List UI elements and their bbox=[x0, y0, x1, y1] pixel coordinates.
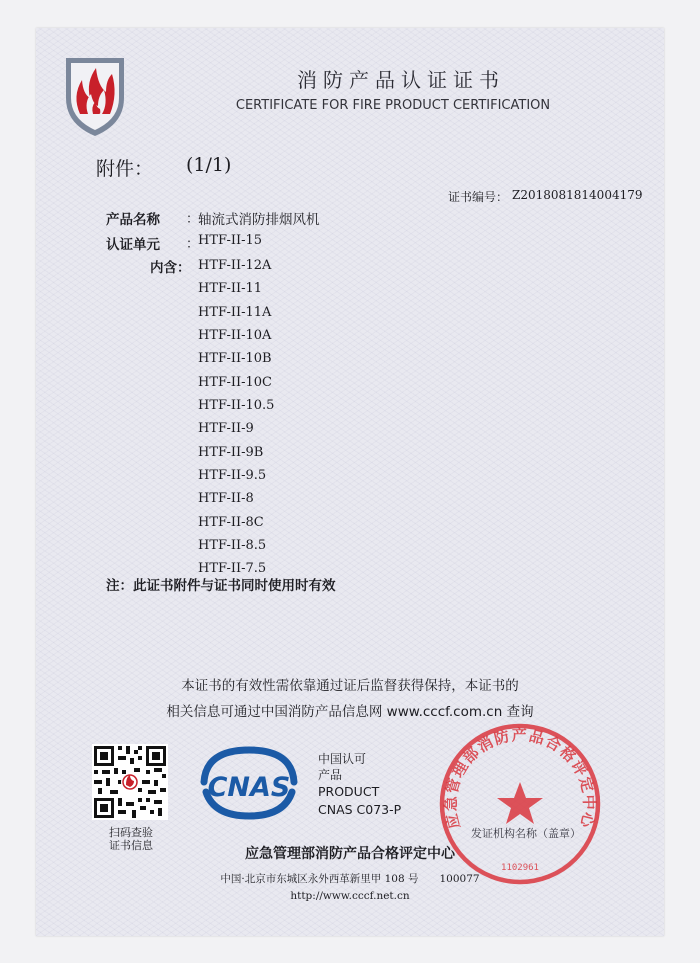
seal-serial: 1102961 bbox=[501, 863, 539, 873]
model-item: HTF-II-12A bbox=[198, 258, 272, 273]
certification-unit-label: 认证单元 bbox=[106, 237, 160, 253]
model-item: HTF-II-8.5 bbox=[198, 538, 267, 554]
model-item: HTF-II-10A bbox=[198, 328, 272, 344]
certificate-number-label: 证书编号： bbox=[448, 190, 509, 204]
fire-emblem-logo bbox=[60, 44, 130, 138]
product-name-label: 产品名称 bbox=[106, 212, 160, 228]
model-item: HTF-II-10.5 bbox=[198, 398, 275, 414]
seal-star-icon bbox=[497, 782, 543, 824]
svg-text:应急管理部消防产品合格评定中心 bbox=[442, 726, 598, 831]
issuer-address: 中国·北京市东城区永外西革新里甲 108 号 100077 bbox=[220, 873, 480, 885]
issuer-name: 应急管理部消防产品合格评定中心 bbox=[245, 846, 455, 862]
certification-unit-value: HTF-II-15 bbox=[198, 233, 263, 248]
validity-info-line-1: 本证书的有效性需依靠通过证后监督获得保持，本证书的 bbox=[181, 678, 519, 694]
model-item: HTF-II-8 bbox=[198, 491, 254, 507]
certificate-page bbox=[36, 28, 664, 936]
cnas-line-1: 中国认可 bbox=[318, 752, 367, 766]
qr-caption-line-2: 证书信息 bbox=[109, 839, 153, 852]
cnas-logo bbox=[194, 744, 304, 822]
model-list bbox=[198, 256, 274, 583]
model-item: HTF-II-7.5 bbox=[198, 561, 267, 577]
model-item: HTF-II-11 bbox=[198, 281, 263, 297]
qr-code bbox=[92, 744, 168, 820]
model-item: HTF-II-11A bbox=[198, 304, 272, 320]
certificate-number-value: Z2018081814004179 bbox=[512, 188, 643, 202]
product-name-colon: ： bbox=[186, 212, 200, 227]
validity-info-line-2: 相关信息可通过中国消防产品信息网 www.cccf.com.cn 查询 bbox=[166, 704, 534, 720]
certificate-title-en: CERTIFICATE FOR FIRE PRODUCT CERTIFICATION bbox=[235, 98, 551, 113]
product-name-value: 轴流式消防排烟风机 bbox=[198, 212, 320, 228]
model-item: HTF-II-8C bbox=[198, 514, 264, 530]
certificate-title-cn: 消防产品认证证书 bbox=[297, 68, 505, 92]
issuer-website: http://www.cccf.net.cn bbox=[290, 890, 410, 902]
attachment-label: 附件： bbox=[96, 158, 154, 180]
model-item: HTF-II-10B bbox=[198, 351, 272, 367]
model-item: HTF-II-10C bbox=[198, 374, 272, 390]
attachment-value: (1/1) bbox=[186, 154, 232, 176]
seal-text: 应急管理部消防产品合格评定中心 bbox=[441, 726, 599, 831]
cnas-line-2: 产品 bbox=[318, 768, 343, 782]
model-item: HTF-II-9 bbox=[198, 421, 254, 437]
qr-caption-line-1: 扫码查验 bbox=[109, 826, 153, 839]
cnas-logo-text: CNAS bbox=[207, 772, 291, 803]
includes-label: 内含： bbox=[150, 260, 191, 276]
cnas-line-4: CNAS C073-P bbox=[318, 802, 402, 817]
cnas-line-3: PRODUCT bbox=[318, 784, 380, 799]
model-item: HTF-II-9B bbox=[198, 444, 264, 460]
certification-unit-colon: ： bbox=[186, 237, 200, 252]
validity-note: 注：此证书附件与证书同时使用时有效 bbox=[106, 578, 336, 594]
issuer-seal-label: 发证机构名称（盖章） bbox=[471, 827, 581, 840]
model-item: HTF-II-9.5 bbox=[198, 468, 267, 484]
